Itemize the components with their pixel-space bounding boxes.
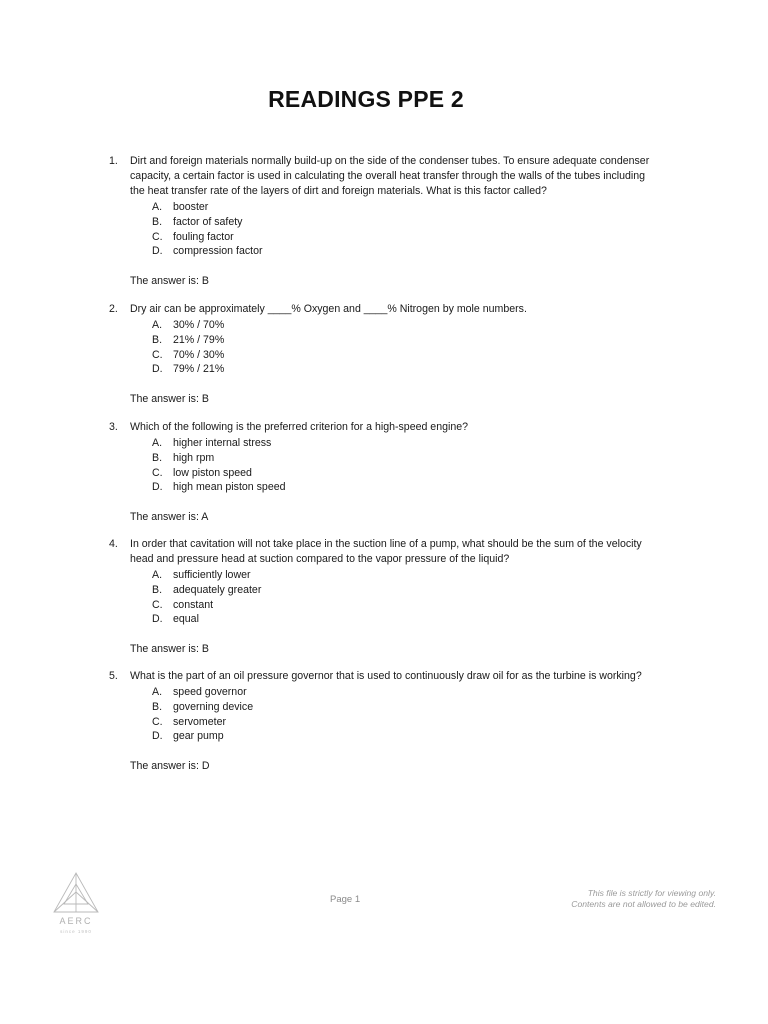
option-a: A. booster xyxy=(152,201,209,213)
options-list xyxy=(152,436,654,495)
aerc-logo-icon xyxy=(50,870,102,936)
option-a: A. higher internal stress xyxy=(152,437,272,449)
option-b: B. 21% / 79% xyxy=(152,333,225,346)
options-list xyxy=(152,200,654,259)
question-5 xyxy=(109,669,654,774)
question-number: 4. xyxy=(109,538,118,550)
answer-line: The answer is: B xyxy=(130,643,209,656)
aerc-logo xyxy=(50,870,102,936)
option-b: B. factor of safety xyxy=(152,215,243,228)
option-d: D. compression factor xyxy=(152,245,263,258)
question-stem: In order that cavitation will not take place in the suction line of a pump, what should be the sum of the velocity head and pressure head at suction compared to the vapor pressure of the liquid? xyxy=(130,538,642,565)
option-b: B. high rpm xyxy=(152,451,215,464)
option-a: A. 30% / 70% xyxy=(152,319,225,331)
svg-text:AERC: AERC xyxy=(59,916,93,926)
options-list xyxy=(152,568,654,627)
question-1 xyxy=(109,154,654,289)
answer-line: The answer is: B xyxy=(130,275,209,288)
question-number: 3. xyxy=(109,421,118,433)
question-stem: What is the part of an oil pressure governor that is used to continuously draw oil for as the turbine is working? xyxy=(130,670,642,682)
question-stem: Dirt and foreign materials normally build-up on the side of the condenser tubes. To ensure adequate condenser capacity, a certain factor is used in calculating the overall heat transfer through the walls of the tubes including the heat transfer rate of the layers of dirt and foreign materials. What is this factor called? xyxy=(130,155,650,197)
option-c: C. low piston speed xyxy=(152,466,252,479)
page-number: Page 1 xyxy=(330,894,361,905)
option-b: B. adequately greater xyxy=(152,583,262,596)
question-4 xyxy=(109,537,654,657)
question-2 xyxy=(109,302,654,407)
option-b: B. governing device xyxy=(152,700,254,713)
option-c: C. fouling factor xyxy=(152,230,234,243)
svg-text:since 1990: since 1990 xyxy=(60,929,92,934)
viewing-notice-line-2: Contents are not allowed to be edited. xyxy=(571,899,716,909)
option-c: C. servometer xyxy=(152,715,226,728)
question-stem: Dry air can be approximately ____% Oxygen and ____% Nitrogen by mole numbers. xyxy=(130,303,527,315)
options-list xyxy=(152,318,654,377)
answer-line: The answer is: D xyxy=(130,760,210,773)
viewing-notice-line-1: This file is strictly for viewing only. xyxy=(587,888,716,898)
option-d: D. 79% / 21% xyxy=(152,363,225,376)
question-number: 1. xyxy=(109,155,118,167)
page-title: READINGS PPE 2 xyxy=(268,86,464,112)
question-3 xyxy=(109,420,654,525)
option-d: D. equal xyxy=(152,613,199,626)
option-a: A. speed governor xyxy=(152,686,247,698)
option-a: A. sufficiently lower xyxy=(152,569,251,581)
question-number: 5. xyxy=(109,670,118,682)
option-d: D. gear pump xyxy=(152,730,224,743)
question-stem: Which of the following is the preferred criterion for a high-speed engine? xyxy=(130,421,469,433)
option-c: C. 70% / 30% xyxy=(152,348,225,361)
answer-line: The answer is: B xyxy=(130,393,209,406)
option-c: C. constant xyxy=(152,598,214,611)
options-list xyxy=(152,685,654,744)
question-number: 2. xyxy=(109,303,118,315)
answer-line: The answer is: A xyxy=(130,511,209,524)
viewing-notice xyxy=(571,888,716,910)
option-d: D. high mean piston speed xyxy=(152,481,286,494)
